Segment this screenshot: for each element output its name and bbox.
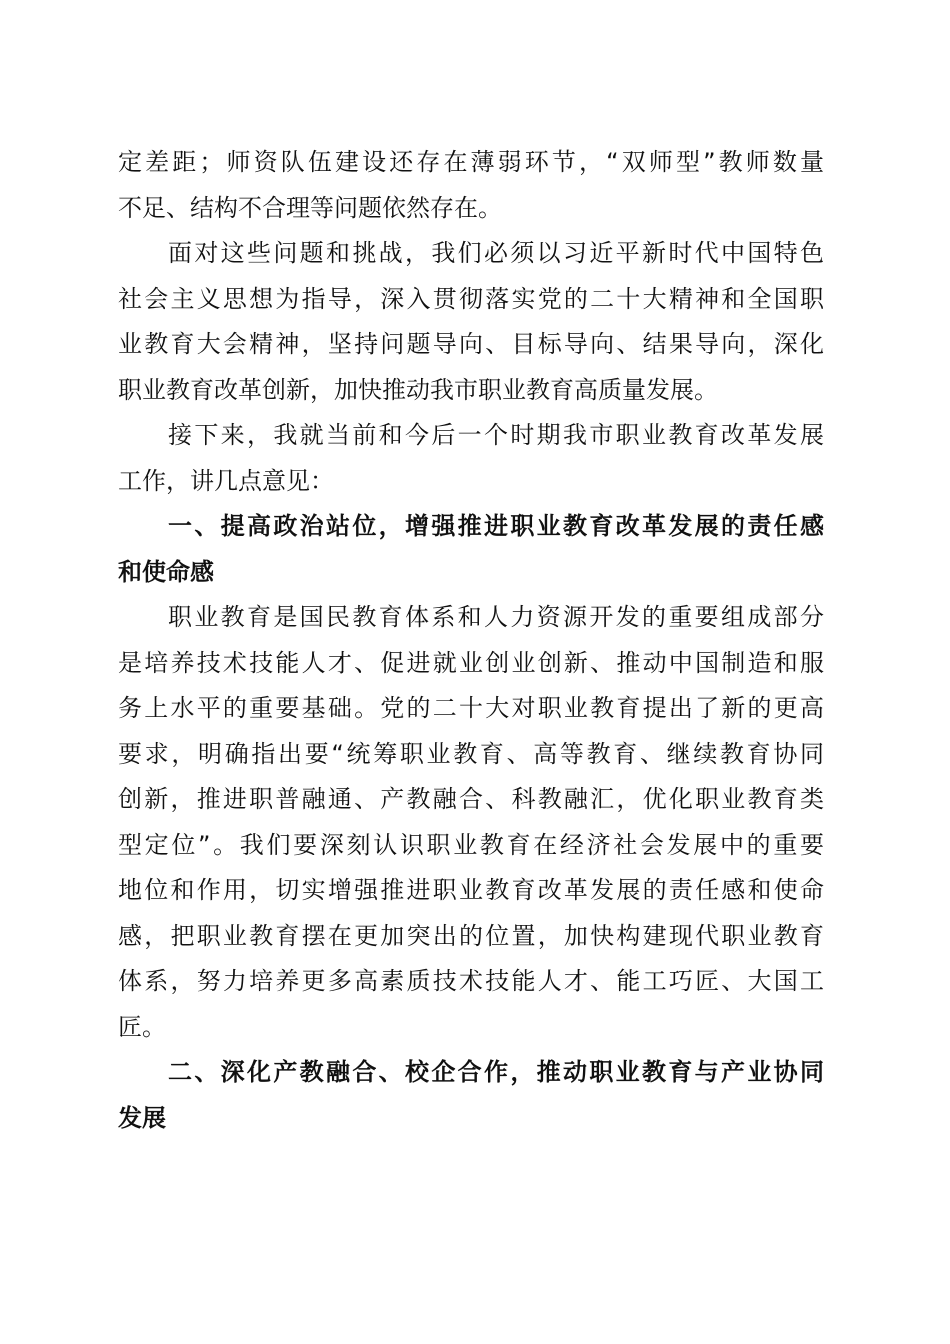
text-line: 匠。 [118,1012,166,1041]
text-line: 定差距；师资队伍建设还存在薄弱环节，“双师型”教师数量 [118,148,824,176]
heading-line: 二、深化产教融合、校企合作，推动职业教育与产业协同 [168,1058,824,1086]
paragraph [118,231,824,413]
heading-line: 一、提高政治站位，增强推进职业教育改革发展的责任感 [168,512,824,540]
text-line: 体系，努力培养更多高素质技术技能人才、能工巧匠、大国工 [118,967,824,995]
text-line: 要求，明确指出要“统筹职业教育、高等教育、继续教育协同 [118,739,824,768]
text-line: 职业教育是国民教育体系和人力资源开发的重要组成部分 [168,603,824,631]
text-line: 接下来，我就当前和今后一个时期我市职业教育改革发展 [168,421,824,449]
document-page [118,140,824,1141]
text-line: 面对这些问题和挑战，我们必须以习近平新时代中国特色 [168,239,824,267]
section-heading [118,1050,824,1141]
text-line: 创新，推进职普融通、产教融合、科教融汇，优化职业教育类 [118,785,824,813]
text-line: 业教育大会精神，坚持问题导向、目标导向、结果导向，深化 [118,330,824,358]
text-line: 工作，讲几点意见： [118,466,334,495]
text-line: 是培养技术技能人才、促进就业创业创新、推动中国制造和服 [118,648,824,677]
paragraph-continuation [118,140,824,231]
paragraph [118,413,824,504]
text-line: 不足、结构不合理等问题依然存在。 [118,193,502,222]
text-line: 社会主义思想为指导，深入贯彻落实党的二十大精神和全国职 [118,284,824,313]
text-line: 感，把职业教育摆在更加突出的位置，加快构建现代职业教育 [118,921,824,950]
text-line: 职业教育改革创新，加快推动我市职业教育高质量发展。 [118,375,718,404]
section-heading [118,504,824,595]
paragraph [118,595,824,1050]
text-line: 地位和作用，切实增强推进职业教育改革发展的责任感和使命 [118,876,824,904]
text-line: 型定位”。我们要深刻认识职业教育在经济社会发展中的重要 [118,830,824,859]
heading-line: 和使命感 [118,557,214,586]
heading-line: 发展 [118,1103,166,1132]
text-line: 务上水平的重要基础。党的二十大对职业教育提出了新的更高 [118,694,824,722]
